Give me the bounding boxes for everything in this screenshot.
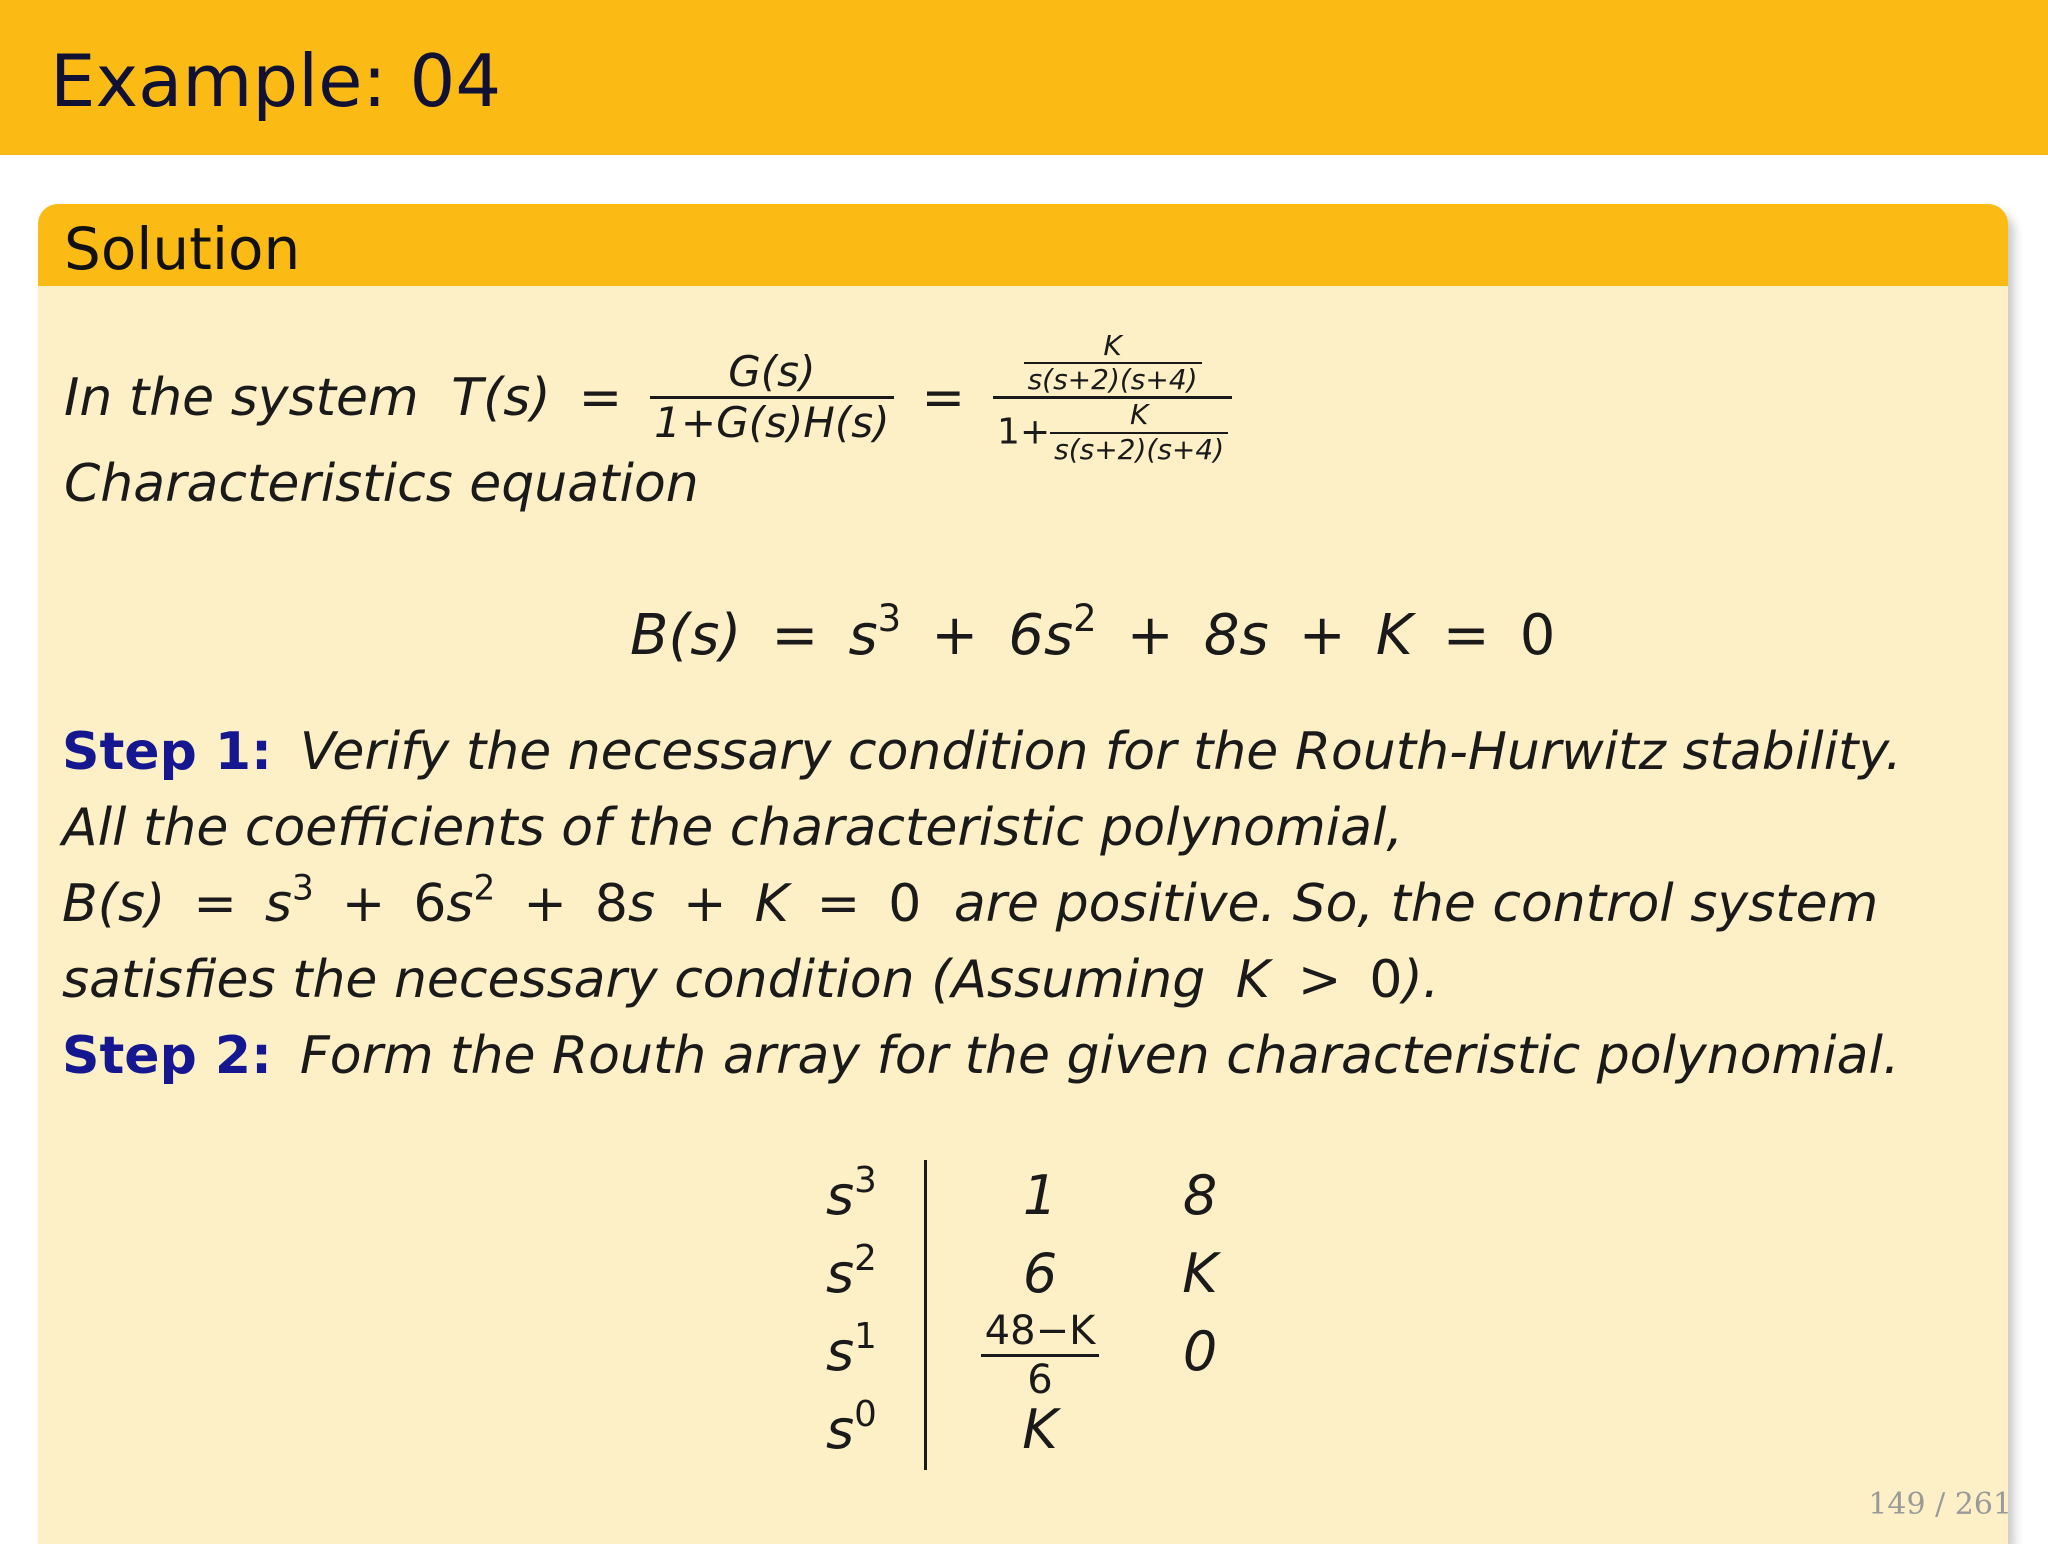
- routh-cell: K: [1182, 1242, 1218, 1305]
- intro-lhs: T(s): [451, 367, 551, 428]
- display-eq-t1-exp: 3: [877, 597, 902, 641]
- step1-eq-plus1: +: [341, 874, 386, 934]
- intro-frac-2-num-frac: [1024, 330, 1202, 396]
- step1-line3: [62, 868, 1879, 936]
- display-eq-plus3: +: [1298, 603, 1346, 668]
- routh-cell: 0: [1182, 1320, 1218, 1383]
- step1-line4-gt: >: [1297, 950, 1342, 1010]
- intro-frac-2: [993, 330, 1232, 466]
- routh-power-exp: 0: [854, 1393, 877, 1435]
- routh-cell: 1: [1022, 1164, 1058, 1227]
- display-eq-plus2: +: [1126, 603, 1174, 668]
- intro-frac-2-num-num: K: [1024, 330, 1202, 364]
- display-eq-rhs: 0: [1519, 603, 1556, 668]
- step1-line4-text: satisfies the necessary condition (Assuming: [62, 950, 1206, 1010]
- solution-block-header: [38, 204, 2008, 286]
- display-eq-lhs: B(s): [630, 603, 742, 668]
- display-eq-eq: =: [771, 603, 819, 668]
- intro-eq-2: =: [921, 367, 966, 428]
- routh-row-power: [826, 1315, 906, 1384]
- routh-power-base: s: [826, 1242, 855, 1305]
- step2-label: Step 2:: [62, 1026, 272, 1086]
- intro-frac-2-num-den: s(s+2)(s+4): [1027, 363, 1198, 397]
- display-eq-t3: 8s: [1203, 603, 1269, 668]
- step1-text: Verify the necessary condition for the Routh-Hurwitz stability.: [299, 722, 1902, 782]
- routh-row-power: [826, 1237, 906, 1306]
- intro-frac-2-den-num: K: [1050, 399, 1228, 433]
- routh-array: [820, 1150, 1240, 1476]
- step1-line4: [62, 948, 1439, 1012]
- intro-eq: =: [578, 367, 623, 428]
- step1-line2: All the coefficients of the characteristic polynomial,: [62, 798, 1404, 858]
- slide-title: Example: 04: [50, 39, 502, 123]
- display-eq-t2: 6s: [1008, 603, 1074, 668]
- routh-row-power: [826, 1393, 906, 1462]
- intro-frac-2-num: [993, 330, 1232, 399]
- routh-divider: [924, 1160, 927, 1470]
- display-eq-t1: s: [848, 603, 878, 668]
- step1-eq-lhs: B(s): [62, 874, 166, 934]
- char-eq-label: Characteristics equation: [64, 454, 699, 514]
- display-eq-t4: K: [1375, 603, 1413, 668]
- intro-frac-2-den-lead: 1+: [997, 411, 1051, 453]
- routh-power-exp: 2: [854, 1237, 877, 1279]
- routh-cell-fraction: [960, 1308, 1120, 1403]
- step1-eq-6s: s: [446, 874, 474, 934]
- routh-power-base: s: [826, 1164, 855, 1227]
- routh-power-base: s: [826, 1320, 855, 1383]
- intro-frac-1-num: G(s): [650, 348, 893, 399]
- step1-eq-6: 6: [413, 874, 447, 934]
- intro-frac-2-den-frac: [1050, 399, 1228, 465]
- intro-frac-1-den: 1+G(s)H(s): [654, 398, 890, 448]
- routh-fraction-num: 48−K: [981, 1308, 1100, 1357]
- step1-eq-8s: s: [627, 874, 656, 934]
- display-eq-eq2: =: [1442, 603, 1490, 668]
- routh-cell: 6: [1022, 1242, 1058, 1305]
- routh-power-exp: 1: [854, 1315, 877, 1357]
- step2-line: [62, 1024, 1899, 1088]
- intro-frac-2-den-den: s(s+2)(s+4): [1054, 432, 1225, 466]
- step1-eq-plus3: +: [683, 874, 727, 934]
- routh-cell: 8: [1182, 1164, 1218, 1227]
- routh-fraction: [981, 1308, 1100, 1403]
- routh-fraction-den: 6: [1027, 1357, 1053, 1403]
- step1-eq-plus2: +: [523, 874, 567, 934]
- solution-block-title: Solution: [64, 215, 301, 283]
- step1-eq-0: 0: [888, 874, 922, 934]
- step1-eq-8: 8: [594, 874, 628, 934]
- routh-power-base: s: [826, 1398, 855, 1461]
- display-equation: [630, 597, 1556, 668]
- routh-power-exp: 3: [854, 1159, 877, 1201]
- step1-line4-close: ).: [1402, 950, 1440, 1010]
- step1-eq-s-exp: 3: [291, 868, 314, 909]
- display-eq-t2-exp: 2: [1073, 597, 1097, 641]
- page-number: 149 / 261: [1868, 1487, 2012, 1522]
- intro-lead: In the system: [64, 367, 419, 428]
- step1-eq-k: K: [754, 874, 789, 934]
- step1-line4-k: K: [1235, 950, 1270, 1010]
- step1-eq-6s-exp: 2: [473, 868, 496, 909]
- intro-frac-2-den: [993, 399, 1232, 465]
- step1-line3-rest: are positive. So, the control system: [953, 874, 1879, 934]
- step2-text: Form the Routh array for the given characteristic polynomial.: [299, 1026, 1900, 1086]
- step1-line4-0: 0: [1369, 950, 1403, 1010]
- title-bar: [0, 0, 2048, 155]
- routh-cell: K: [1022, 1398, 1058, 1461]
- step1-line: [62, 720, 1902, 784]
- step1-label: Step 1:: [62, 722, 272, 782]
- intro-frac-1: [650, 348, 893, 448]
- step1-eq-s: s: [264, 874, 292, 934]
- routh-row-power: [826, 1159, 906, 1228]
- step1-eq-eq2: =: [816, 874, 861, 934]
- step1-eq-eq: =: [193, 874, 237, 934]
- display-eq-plus1: +: [931, 603, 979, 668]
